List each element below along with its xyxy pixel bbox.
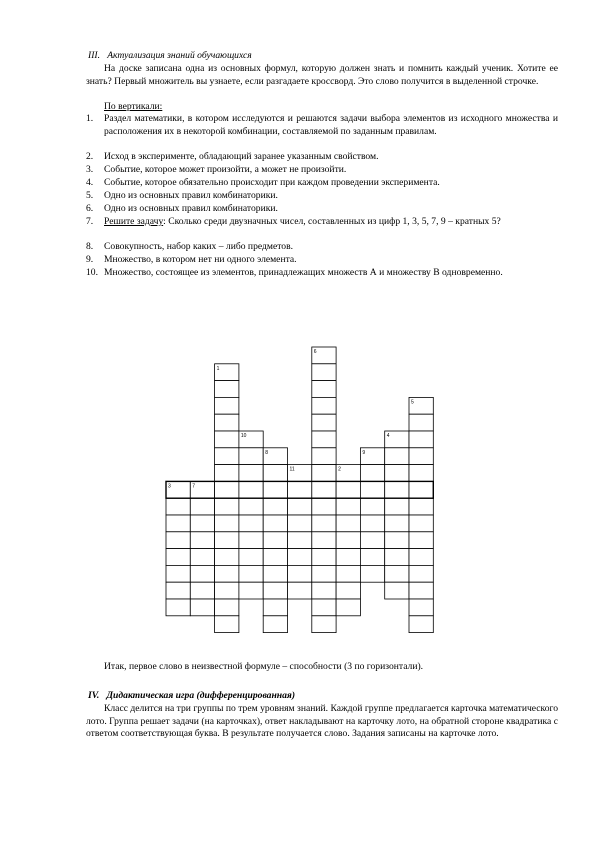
crossword-cell[interactable] (215, 448, 239, 465)
crossword-number: 8 (265, 449, 268, 456)
crossword-cell[interactable] (263, 565, 287, 582)
crossword-cell[interactable] (360, 465, 384, 482)
crossword-cell[interactable] (360, 481, 384, 498)
section-3-intro: На доске записана одна из основных формул, которую должен знать и помнить каждый ученик. Хотите ее знать? Первый множитель вы узнаете, если разгадаете кроссворд. Это слово получится в выделенной строчке. (86, 63, 558, 87)
crossword-cell[interactable] (215, 381, 239, 398)
crossword-cell[interactable] (263, 582, 287, 599)
crossword-cell[interactable] (312, 431, 336, 448)
crossword-cell[interactable] (215, 414, 239, 431)
clue-number: 3. (86, 164, 94, 175)
crossword-cell[interactable] (360, 515, 384, 532)
crossword-cell[interactable] (385, 532, 409, 549)
crossword-cell[interactable] (215, 515, 239, 532)
crossword-cell[interactable] (409, 465, 433, 482)
crossword-cell[interactable] (215, 549, 239, 566)
crossword-cell[interactable] (190, 532, 214, 549)
clue-text: Событие, которое обязательно происходит при каждом проведении эксперимента. (104, 177, 440, 188)
crossword-cell[interactable] (360, 549, 384, 566)
crossword-cell[interactable] (239, 532, 263, 549)
clue-text: Множество, в котором нет ни одного элемента. (104, 254, 297, 265)
clue-text: Множество, состоящее из элементов, принадлежащих множеств А и множеству В одновременно. (104, 267, 503, 278)
section-4-number: IV. (88, 690, 100, 701)
crossword-cell[interactable] (215, 465, 239, 482)
crossword-cell[interactable] (288, 532, 312, 549)
crossword-cell[interactable] (288, 582, 312, 599)
crossword-cell[interactable] (336, 549, 360, 566)
crossword-cell[interactable] (190, 599, 214, 616)
crossword-cell[interactable] (336, 481, 360, 498)
crossword-cell[interactable] (190, 498, 214, 515)
crossword-number: 6 (313, 349, 317, 355)
solve-task-text: : Сколько среди двузначных чисел, составленных из цифр 1, 3, 5, 7, 9 – кратных 5? (163, 216, 501, 227)
crossword-cell[interactable] (385, 498, 409, 515)
clue-number: 10. (86, 267, 98, 278)
crossword-cell[interactable] (166, 599, 190, 616)
crossword-number: 11 (289, 466, 295, 473)
crossword-number: 5 (411, 399, 414, 406)
crossword-number: 3 (168, 483, 171, 490)
crossword-cell[interactable] (312, 498, 336, 515)
crossword-cell[interactable] (409, 532, 433, 549)
clue-number: 4. (86, 177, 94, 188)
crossword-cell[interactable] (239, 481, 263, 498)
crossword-cell[interactable] (409, 616, 433, 633)
crossword-cell[interactable] (190, 565, 214, 582)
crossword-cell[interactable] (166, 582, 190, 599)
crossword-cell[interactable] (263, 515, 287, 532)
crossword-cell[interactable] (312, 549, 336, 566)
crossword-cell[interactable] (166, 565, 190, 582)
crossword-cell[interactable] (239, 515, 263, 532)
crossword-cell[interactable] (215, 431, 239, 448)
crossword-cell[interactable] (312, 414, 336, 431)
crossword-cell[interactable] (312, 515, 336, 532)
crossword-cell[interactable] (239, 465, 263, 482)
crossword-cell[interactable] (409, 515, 433, 532)
clue-number: 8. (86, 241, 94, 252)
crossword-number: 9 (362, 449, 366, 456)
section-3-title: Актуализация знаний обучающихся (107, 50, 252, 61)
crossword-cell[interactable] (263, 498, 287, 515)
clue-text: Совокупность, набор каких – либо предметов. (104, 241, 293, 252)
section-4-title: Дидактическая игра (дифференцированная) (106, 690, 296, 701)
crossword-cell[interactable] (336, 532, 360, 549)
crossword-conclusion: Итак, первое слово в неизвестной формуле – способности (3 по горизонтали). (104, 661, 424, 672)
clue-number: 1. (86, 113, 94, 124)
crossword-cell[interactable] (166, 515, 190, 532)
crossword-cell[interactable] (288, 498, 312, 515)
crossword-cell[interactable] (215, 582, 239, 599)
clue-text: Раздел математики, в котором исследуются и решаются задачи выбора элементов из исходного множества и расположения их в некоторой комбинации, составляемой по заданным правилам. (104, 113, 558, 137)
crossword-cell[interactable] (409, 599, 433, 616)
crossword-cell[interactable] (312, 448, 336, 465)
crossword-cell[interactable] (409, 414, 433, 431)
crossword-cell[interactable] (312, 481, 336, 498)
clue-text: Исход в эксперименте, обладающий заранее указанным свойством. (104, 151, 379, 162)
crossword-cell[interactable] (312, 465, 336, 482)
crossword-cell[interactable] (385, 549, 409, 566)
crossword-cell[interactable] (360, 565, 384, 582)
crossword-cell[interactable] (312, 532, 336, 549)
section-4-heading (88, 690, 295, 703)
crossword-cell[interactable] (360, 532, 384, 549)
crossword-cell[interactable] (312, 582, 336, 599)
crossword-cell[interactable] (385, 481, 409, 498)
clue-number: 6. (86, 203, 94, 214)
crossword-cell[interactable] (215, 481, 239, 498)
crossword-cell[interactable] (409, 582, 433, 599)
crossword-cell[interactable] (336, 565, 360, 582)
clue-number: 2. (86, 151, 94, 162)
clue-text: Одно из основных правил комбинаторики. (104, 203, 278, 214)
crossword-cell[interactable] (190, 515, 214, 532)
crossword-cell[interactable] (263, 465, 287, 482)
crossword-cell[interactable] (239, 448, 263, 465)
crossword-cell[interactable] (288, 515, 312, 532)
crossword-cell[interactable] (166, 532, 190, 549)
crossword-cell[interactable] (312, 616, 336, 633)
clue-number: 9. (86, 254, 94, 265)
crossword-number: 4 (386, 433, 390, 439)
crossword-cell[interactable] (312, 364, 336, 381)
crossword-cell[interactable] (409, 431, 433, 448)
crossword-cell[interactable] (166, 549, 190, 566)
vertical-title: По вертикали: (104, 101, 163, 112)
crossword-cell[interactable] (263, 549, 287, 566)
crossword-cell[interactable] (409, 498, 433, 515)
crossword-cell[interactable] (215, 397, 239, 414)
crossword-cell[interactable] (239, 582, 263, 599)
crossword-cell[interactable] (215, 532, 239, 549)
crossword-cell[interactable] (312, 565, 336, 582)
crossword-cell[interactable] (385, 582, 409, 599)
section-3-number: III. (88, 50, 100, 61)
crossword-cell[interactable] (336, 582, 360, 599)
crossword-cell[interactable] (312, 397, 336, 414)
crossword-cell[interactable] (312, 381, 336, 398)
crossword-cell[interactable] (312, 599, 336, 616)
crossword-cell[interactable] (385, 565, 409, 582)
crossword-cell[interactable] (215, 599, 239, 616)
solve-task-label: Решите задачу (104, 216, 164, 227)
crossword-cell[interactable] (263, 532, 287, 549)
clue-text: Одно из основных правил комбинаторики. (104, 190, 278, 201)
crossword-cell[interactable] (385, 515, 409, 532)
crossword-cell[interactable] (215, 565, 239, 582)
section-4-text: Класс делится на три группы по трем уровням знаний. Каждой группе предлагается карточка математического лото. Группа решает задачи (на карточках), ответ накладывают на карточку лото, на обратной стороне квадратика с ответом соответствующая буква. В результате получается слово. Задания записаны на карточке лото. (86, 703, 558, 739)
crossword-number: 10 (240, 433, 247, 439)
crossword-cell[interactable] (288, 549, 312, 566)
crossword-cell[interactable] (166, 498, 190, 515)
crossword-cell[interactable] (215, 616, 239, 633)
crossword-cell[interactable] (409, 565, 433, 582)
crossword-number: 2 (338, 466, 341, 473)
crossword-cell[interactable] (385, 465, 409, 482)
crossword-cell[interactable] (215, 498, 239, 515)
crossword-cell[interactable] (288, 481, 312, 498)
crossword-cell[interactable] (409, 549, 433, 566)
crossword-cell[interactable] (336, 515, 360, 532)
clue-number: 5. (86, 190, 94, 201)
crossword-cell[interactable] (239, 565, 263, 582)
crossword-cell[interactable] (263, 616, 287, 633)
clue-number: 7. (86, 216, 94, 227)
crossword-cell[interactable] (385, 448, 409, 465)
crossword-cell[interactable] (190, 549, 214, 566)
crossword-cell[interactable] (336, 599, 360, 616)
crossword-cell[interactable] (409, 481, 433, 498)
crossword-cell[interactable] (239, 549, 263, 566)
crossword-cell[interactable] (263, 599, 287, 616)
crossword-cell[interactable] (360, 498, 384, 515)
clue-text: Событие, которое может произойти, а может не произойти. (104, 164, 347, 175)
crossword-number: 7 (192, 483, 196, 490)
crossword-number: 1 (216, 365, 220, 372)
crossword-cell[interactable] (239, 498, 263, 515)
crossword-cell[interactable] (288, 565, 312, 582)
crossword-cell[interactable] (409, 448, 433, 465)
crossword-cell[interactable] (263, 481, 287, 498)
crossword-cell[interactable] (190, 582, 214, 599)
crossword-cell[interactable] (336, 498, 360, 515)
